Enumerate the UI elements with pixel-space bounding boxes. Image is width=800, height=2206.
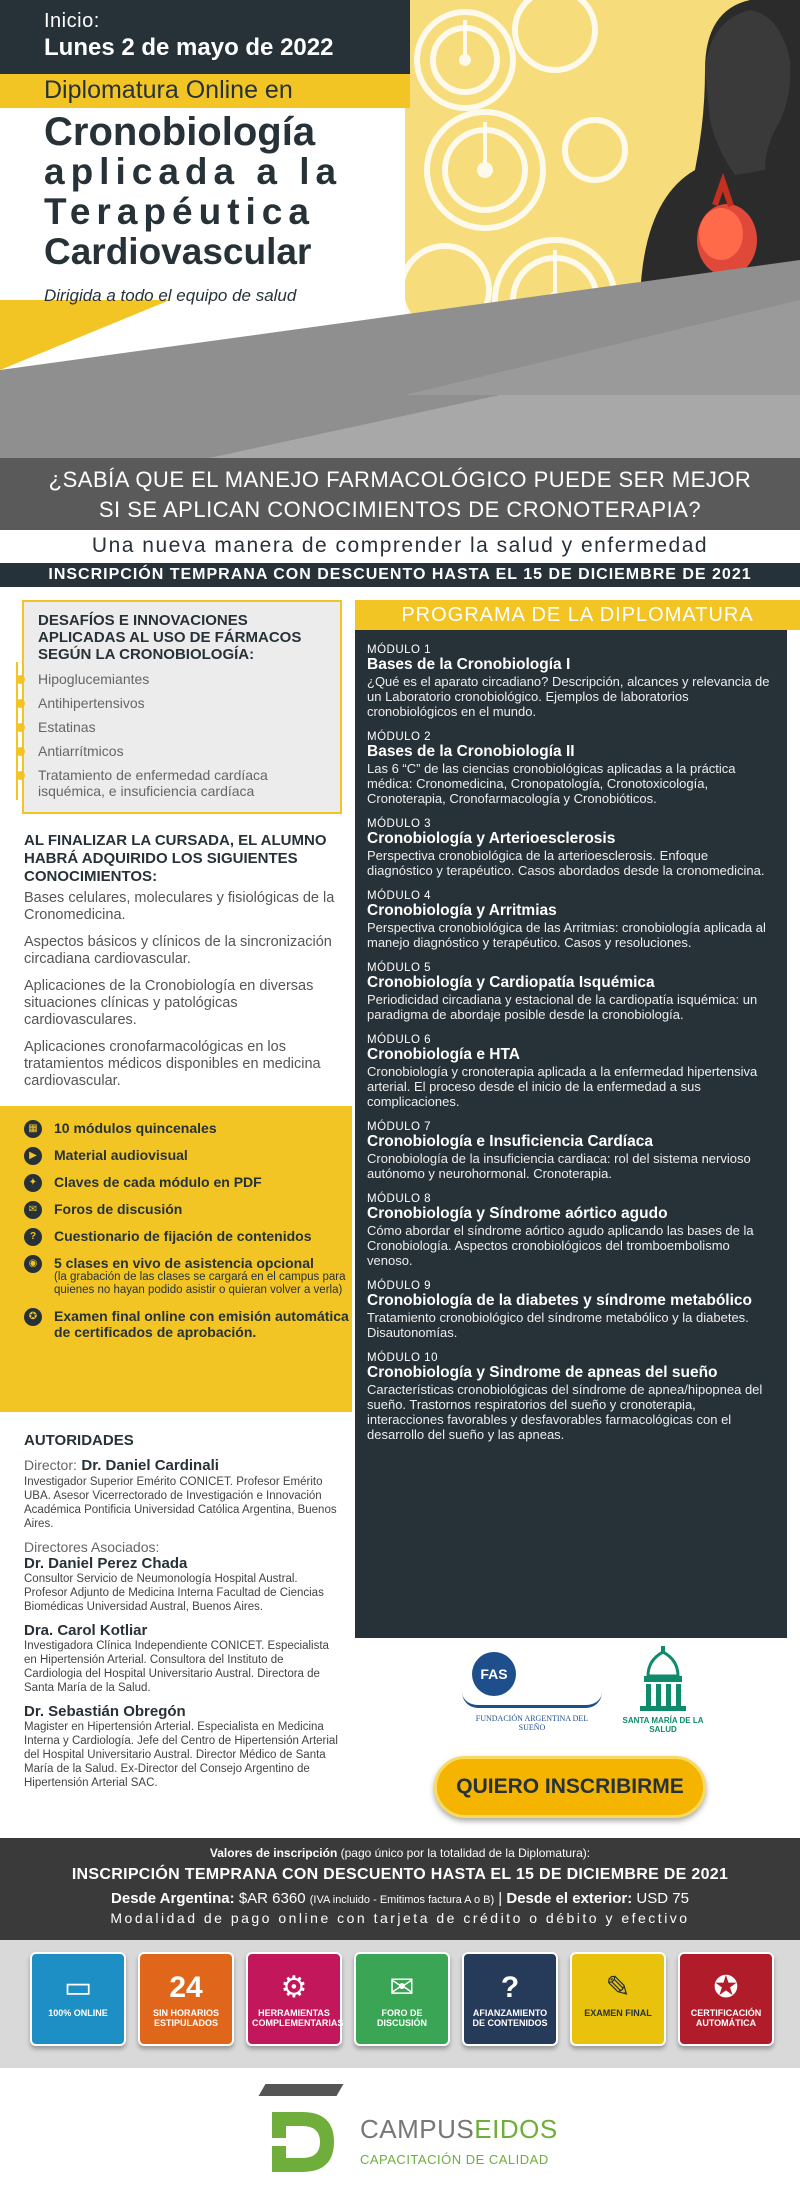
list-item: Aplicaciones cronofarmacológicas en los tratamientos médicos disponibles en medicina cardiovascular. xyxy=(24,1039,321,1089)
payment-methods: Modalidad de pago online con tarjeta de crédito o débito y efectivo xyxy=(110,1910,690,1926)
question-line-1: ¿SABÍA QUE EL MANEJO FARMACOLÓGICO PUEDE SER MEJOR xyxy=(48,467,752,492)
title-line-4: Cardiovascular xyxy=(44,231,312,272)
calendar-icon: ▦ xyxy=(24,1120,42,1138)
feature-item: ▦ 10 módulos quincenales xyxy=(24,1120,352,1136)
challenges-list xyxy=(38,671,328,799)
question-line-2: SI SE APLICAN CONOCIMIENTOS DE CRONOTERAPIA? xyxy=(98,497,702,522)
director-name: Dr. Daniel Cardinali xyxy=(81,1457,219,1474)
clock-24-icon: 24 xyxy=(169,1971,203,2004)
module-item: MÓDULO 10 Cronobiología y Sindrome de apneas del sueño Características cronobiológicas del síndrome de apnea/hipopnea del sueño. Trastornos respiratorios del sueño y cronoterapia, interacciones favorables y desfavorables farmacológicas con el desarrollo del sueño y las apneas. xyxy=(367,1352,763,1442)
module-item: MÓDULO 9 Cronobiología de la diabetes y síndrome metabólico Tratamiento cronobiológico del síndrome metabólico y la diabetes. Disautonomías. xyxy=(367,1280,752,1340)
register-button[interactable]: QUIERO INSCRIBIRME xyxy=(434,1756,706,1818)
authorities-section xyxy=(24,1432,344,1798)
program-heading: PROGRAMA DE LA DIPLOMATURA xyxy=(355,600,800,630)
fas-logo-mark: FAS xyxy=(472,1652,516,1696)
feature-item: ▶ Material audiovisual xyxy=(24,1147,352,1163)
tile-contents: ? AFIANZAMIENTO DE CONTENIDOS xyxy=(462,1952,558,2046)
chat-icon: ✉ xyxy=(24,1201,42,1219)
tile-tools: ⚙ HERRAMIENTAS COMPLEMENTARIAS xyxy=(246,1952,342,2046)
associate-name: Dr. Daniel Perez Chada xyxy=(24,1555,188,1572)
pricing-section xyxy=(0,1838,800,1940)
tile-forum: ✉ FORO DE DISCUSIÓN xyxy=(354,1952,450,2046)
module-item: MÓDULO 2 Bases de la Cronobiología II Las 6 “C” de las ciencias cronobiológicas aplicadas a la práctica médica: Cronomedicina, Cronopatología, Cronotoxicología, Cronoterapia, Cronofarmacología y Cronobióticos. xyxy=(367,731,736,806)
fas-logo xyxy=(462,1652,602,1736)
forum-icon: ✉ xyxy=(389,1971,415,2004)
tile-online: ▭ 100% ONLINE xyxy=(30,1952,126,2046)
wifi-icon: ◉ xyxy=(24,1255,42,1273)
learning-title: AL FINALIZAR LA CURSADA, EL ALUMNO HABRÁ ADQUIRIDO LOS SIGUIENTES CONOCIMIENTOS: xyxy=(24,832,327,885)
start-date: Lunes 2 de mayo de 2022 xyxy=(44,34,334,61)
campus-eidos-logo-icon xyxy=(262,2102,342,2182)
tile-exam: ✎ EXAMEN FINAL xyxy=(570,1952,666,2046)
tagline: Una nueva manera de comprender la salud y enfermedad xyxy=(91,534,709,557)
list-item: Aplicaciones de la Cronobiología en diversas situaciones clínicas y patológicas cardiovasculares. xyxy=(24,978,314,1028)
quiz-icon: ? xyxy=(24,1228,42,1246)
associates-role: Directores Asociados: xyxy=(24,1539,160,1555)
santa-maria-text: SANTA MARÍA DE LA SALUD xyxy=(622,1716,704,1734)
feature-item: ? Cuestionario de fijación de contenidos xyxy=(24,1228,352,1244)
feature-item: ✪ Examen final online con emisión automática de certificados de aprobación. xyxy=(24,1308,352,1340)
hero-banner xyxy=(0,0,800,460)
exam-icon: ✎ xyxy=(605,1971,631,2004)
building-icon xyxy=(618,1646,708,1716)
feature-note: (la grabación de las clases se cargará en el campus para quienes no hayan podido asistir o quieran volver a verla) xyxy=(54,1271,346,1296)
medal-icon: ✪ xyxy=(713,1971,739,2004)
list-item: Bases celulares, moleculares y fisiológicas de la Cronomedicina. xyxy=(24,890,335,923)
pricing-early: INSCRIPCIÓN TEMPRANA CON DESCUENTO HASTA EL 15 DE DICIEMBRE DE 2021 xyxy=(71,1866,729,1883)
list-item: Antihipertensivos xyxy=(38,695,328,711)
module-item: MÓDULO 4 Cronobiología y Arritmias Perspectiva cronobiológica de las Arritmias: cronobiología aplicada al manejo diagnóstico y terapéutico. Casos y resoluciones. xyxy=(367,890,766,950)
question-icon: ? xyxy=(500,1971,520,2004)
associate-name: Dr. Sebastián Obregón xyxy=(24,1703,186,1720)
authorities-heading: AUTORIDADES xyxy=(24,1432,134,1449)
pricing-intro: Valores de inscripción (pago único por la totalidad de la Diplomatura): xyxy=(209,1846,591,1860)
module-item: MÓDULO 3 Cronobiología y Arterioesclerosis Perspectiva cronobiológica de la arterioesclerosis. Enfoque diagnóstico y terapéutico. Casos abordados desde la cronomedicina. xyxy=(367,818,765,878)
bullet-dot-icon xyxy=(16,747,25,756)
fas-logo-text: FUNDACIÓN ARGENTINA DEL SUEÑO xyxy=(475,1714,589,1732)
play-icon: ▶ xyxy=(24,1147,42,1165)
page-subtitle: Dirigida a todo el equipo de salud xyxy=(44,286,297,305)
learning-list xyxy=(24,890,344,1100)
director-desc: Investigador Superior Emérito CONICET. Profesor Emérito UBA. Asesor Vicerrectorado de Investigación e Innovación Académica Pontificia Universidad Católica Argentina, Buenos Aires. xyxy=(24,1476,337,1530)
feature-item: ✦ Claves de cada módulo en PDF xyxy=(24,1174,352,1190)
brand-name: CAMPUSEIDOS xyxy=(360,2114,558,2144)
bullet-dot-icon xyxy=(16,771,25,780)
start-label: Inicio: xyxy=(44,10,100,32)
list-item: Estatinas xyxy=(38,719,328,735)
module-item: MÓDULO 1 Bases de la Cronobiología I ¿Qué es el aparato circadiano? Descripción, alcances y relevancia de un Laboratorio cronobiológico. Ejemplos de laboratorios cronobiológicos en el mundo. xyxy=(367,644,770,719)
page-title xyxy=(44,112,404,272)
list-item: Antiarrítmicos xyxy=(38,743,328,759)
gears-icon: ⚙ xyxy=(280,1971,308,2004)
lightbulb-icon: ✦ xyxy=(24,1174,42,1192)
director-role: Director: xyxy=(24,1457,77,1473)
santa-maria-logo xyxy=(618,1646,708,1742)
module-item: MÓDULO 6 Cronobiología e HTA Cronobiología y cronoterapia aplicada a la enfermedad hipertensiva arterial. El proceso desde el inicio de la enfermedad a sus complicaciones. xyxy=(367,1034,758,1109)
module-item: MÓDULO 8 Cronobiología y Síndrome aórtico agudo Cómo abordar el síndrome aórtico agudo aplicando las bases de la Cronobiología. Aspectos cronobiológicos del tromboembolismo venoso. xyxy=(367,1193,754,1268)
question-banner xyxy=(0,458,800,530)
bullet-dot-icon xyxy=(16,675,25,684)
associate-name: Dra. Carol Kotliar xyxy=(24,1622,148,1639)
list-item: Tratamiento de enfermedad cardíaca isquémica, e insuficiencia cardíaca xyxy=(38,767,328,799)
title-line-3: Terapéutica xyxy=(44,191,315,232)
associate-desc: Consultor Servicio de Neumonología Hospital Austral. Profesor Adjunto de Medicina Interna Facultad de Ciencias Biomédicas Universidad Austral, Buenos Aires. xyxy=(24,1573,324,1613)
early-registration-bar: INSCRIPCIÓN TEMPRANA CON DESCUENTO HASTA EL 15 DE DICIEMBRE DE 2021 xyxy=(0,563,800,587)
features-box xyxy=(0,1106,352,1412)
fas-logo-arc xyxy=(462,1692,602,1708)
list-item: Aspectos básicos y clínicos de la sincronización circadiana cardiovascular. xyxy=(24,934,332,967)
tile-certification: ✪ CERTIFICACIÓN AUTOMÁTICA xyxy=(678,1952,774,2046)
program-box xyxy=(355,630,787,1638)
challenges-title: DESAFÍOS E INNOVACIONES APLICADAS AL USO DE FÁRMACOS SEGÚN LA CRONOBIOLOGÍA: xyxy=(38,612,302,663)
pricing-values: Desde Argentina: $AR 6360 (IVA incluido - Emitimos factura A o B) | Desde el exterior: USD 75 xyxy=(111,1890,689,1907)
challenges-box xyxy=(22,600,342,814)
module-item: MÓDULO 5 Cronobiología y Cardiopatía Isquémica Periodicidad circadiana y estacional de la cardiopatía isquémica: un paradigma de abordaje posible desde la cronobiología. xyxy=(367,962,758,1022)
bullet-dot-icon xyxy=(16,699,25,708)
title-line-1: Cronobiología xyxy=(44,110,316,154)
footer xyxy=(0,2068,800,2206)
start-date-box xyxy=(0,0,410,74)
title-line-2: aplicada a la xyxy=(44,151,343,192)
associate-desc: Magister en Hipertensión Arterial. Especialista en Medicina Interna y Cardiología. Jefe del Centro de Hipertensión Arterial del Hospital Universitario Austral. Director Médico de Santa María de la Salud. Ex-Director del Consejo Argentino de Hipertensión Arterial SAC. xyxy=(24,1721,338,1789)
feature-item: ◉ 5 clases en vivo de asistencia opcional (la grabación de las clases se cargará en el campus para quienes no hayan podido asistir o quieran volver a verla) xyxy=(24,1255,352,1297)
bullet-dot-icon xyxy=(16,723,25,732)
certificate-icon: ✪ xyxy=(24,1308,42,1326)
graduation-cap-icon xyxy=(259,2084,344,2096)
feature-tiles xyxy=(0,1940,800,2068)
associate-desc: Investigadora Clínica Independiente CONICET. Especialista en Hipertensión Arterial. Consultora del Instituto de Cardiologia del Hospital Universitario Austral. Directora de Santa María de la Salud. xyxy=(24,1640,329,1694)
module-item: MÓDULO 7 Cronobiología e Insuficiencia Cardíaca Cronobiología de la insuficiencia cardiaca: rol del sistema nervioso autónomo y neurohormonal. Cronoterapia. xyxy=(367,1121,751,1181)
diplomatura-label: Diplomatura Online en xyxy=(0,74,410,108)
list-item: Hipoglucemiantes xyxy=(38,671,328,687)
devices-icon: ▭ xyxy=(63,1971,93,2004)
brand-tagline: CAPACITACIÓN DE CALIDAD xyxy=(360,2152,549,2167)
tile-no-schedule: 24 SIN HORARIOS ESTIPULADOS xyxy=(138,1952,234,2046)
feature-item: ✉ Foros de discusión xyxy=(24,1201,352,1217)
